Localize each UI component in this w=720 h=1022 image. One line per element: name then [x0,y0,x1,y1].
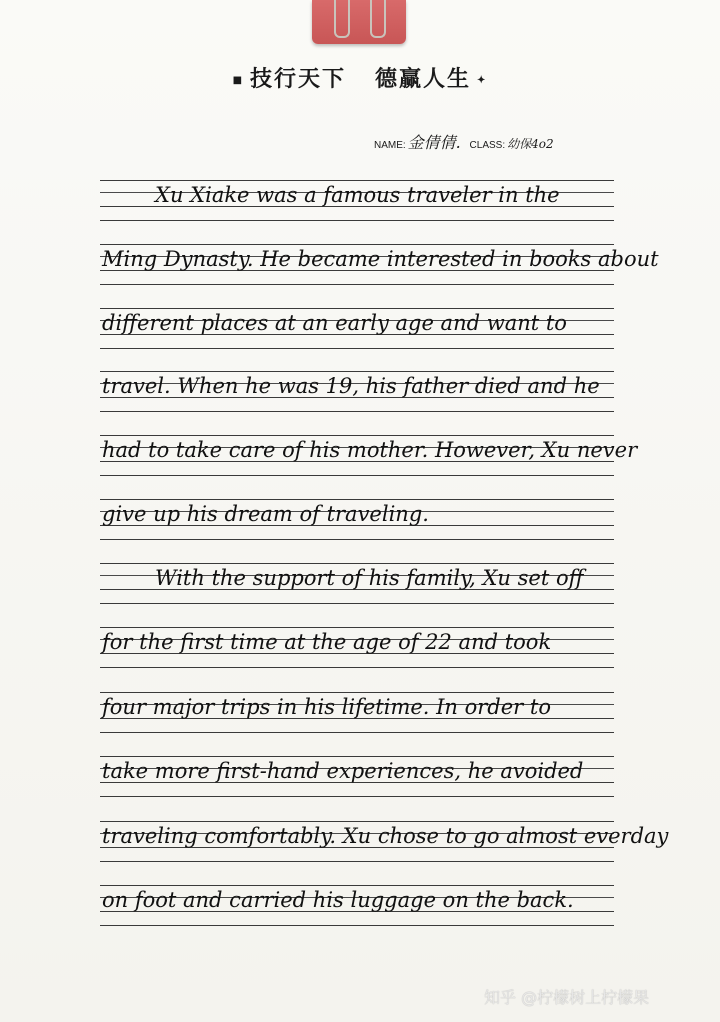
ruled-line [100,627,614,628]
ruled-line [100,499,614,500]
ruled-line [100,284,614,285]
essay-line: With the support of his family, Xu set off [155,566,584,590]
ruled-line [100,692,614,693]
ruled-line [100,180,614,181]
header-title-right: 德赢人生 [375,66,472,92]
ruled-line [100,308,614,309]
name-label: NAME: [374,140,406,151]
header-dot-icon: ■ [232,74,245,86]
essay-line: traveling comfortably. Xu chose to go almost everday [102,824,669,848]
ruled-line [100,885,614,886]
watermark: 知乎 @柠檬树上柠檬果 [484,988,650,1007]
essay-line: Xu Xiake was a famous traveler in the [155,183,560,207]
class-value: 幼保4o2 [507,137,554,151]
essay-line: for the first time at the age of 22 and took [102,630,552,654]
ruled-line [100,435,614,436]
ruled-line [100,667,614,668]
essay-line: four major trips in his lifetime. In order to [102,695,551,719]
ruled-line [100,411,614,412]
ruled-line [100,220,614,221]
essay-line: different places at an early age and want to [102,311,567,335]
ruled-line [100,732,614,733]
essay-line: on foot and carried his luggage on the back. [102,888,574,912]
ruled-line [100,756,614,757]
ruled-line [100,475,614,476]
ruled-line [100,821,614,822]
essay-line: travel. When he was 19, his father died and he [102,374,600,398]
header-title-left: 技行天下 [250,66,347,92]
ruled-line [100,796,614,797]
header-star-icon: ✦ [477,74,488,86]
class-label: CLASS: [469,140,506,151]
ruled-line [100,244,614,245]
ruled-line [100,861,614,862]
essay-line: had to take care of his mother. However, Xu never [102,438,638,462]
name-value: 金倩倩. [407,133,461,152]
essay-line: give up his dream of traveling. [102,502,429,526]
ruled-line [100,371,614,372]
ruled-line [100,348,614,349]
essay-line: take more first-hand experiences, he avoided [102,759,584,783]
ruled-line [100,925,614,926]
ruled-line [100,539,614,540]
ruled-line [100,563,614,564]
essay-line: Ming Dynasty. He became interested in books about [102,247,659,271]
ruled-line [100,603,614,604]
